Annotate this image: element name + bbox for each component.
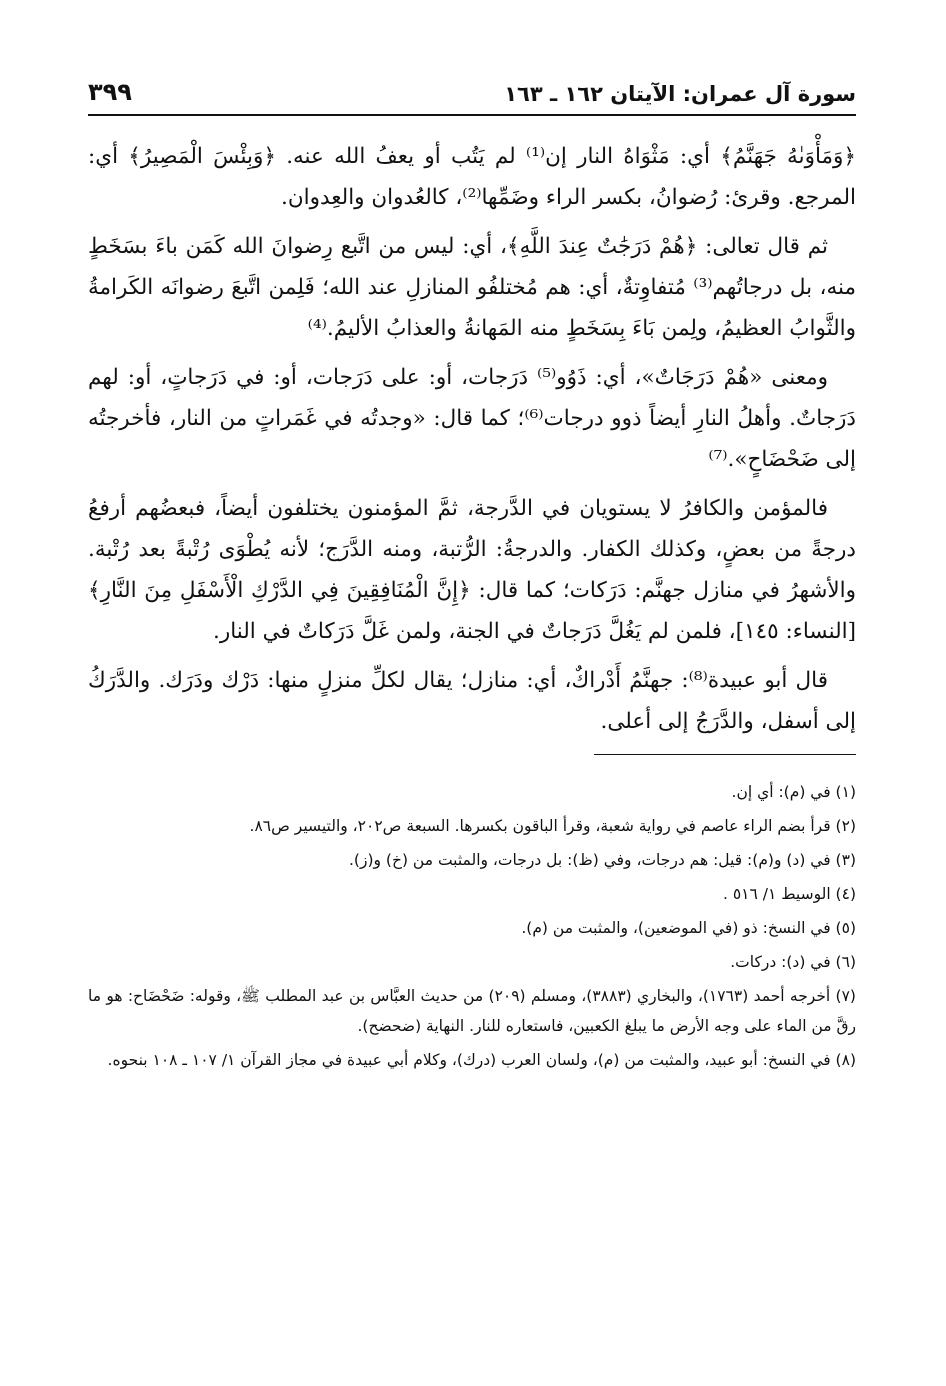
paragraph-1: ﴿وَمَأْوَىٰهُ جَهَنَّمُ﴾ أي: مَثْوَاهُ النار إن⁽¹⁾ لم يَتُب أو يعفُ الله عنه. ﴿وَبِئْسَ الْمَصِيرُ﴾ أي: المرجع. وقرئ: رُضوانُ، بكسر الراء وضَمِّها⁽²⁾، كالعُدوان والعِدوان.: [88, 144, 856, 210]
footnote-8: (٨) في النسخ: أبو عبيد، والمثبت من (م)، ولسان العرب (درك)، وكلام أبي عبيدة في مجاز القرآن ١/ ١٠٧ ـ ١٠٨ بنحوه.: [107, 1051, 856, 1069]
footnote-3: (٣) في (د) و(م): قيل: هم درجات، وفي (ظ): بل درجات، والمثبت من (خ) و(ز).: [348, 851, 856, 869]
footnote-7: (٧) أخرجه أحمد (١٧٦٣)، والبخاري (٣٨٨٣)، ومسلم (٢٠٩) من حديث العبَّاس بن عبد المطلب ﷺ، وقوله: ضَحْضَاح: هو ما رقَّ من الماء على وجه الأرض ما يبلغ الكعبين، فاستعاره للنار. النهاية (ضحضح).: [88, 987, 856, 1035]
footnote-2: (٢) قرأ بضم الراء عاصم في رواية شعبة، وقرأ الباقون بكسرها. السبعة ص٢٠٢، والتيسير ص٨٦.: [249, 817, 856, 835]
paragraph-4: فالمؤمن والكافرُ لا يستويان في الدَّرجة، ثمَّ المؤمنون يختلفون أيضاً، فبعضُهم أرفعُ درجةً من بعضٍ، وكذلك الكفار. والدرجةُ: الرُّتبة، ومنه الدَّرَج؛ لأنه يُطْوَى رُتْبةً بعد رُتْبة. والأشهرُ في منازل جهنَّم: دَرَكات؛ كما قال: ﴿إِنَّ الْمُنَافِقِينَ فِي الدَّرْكِ الْأَسْفَلِ مِنَ النَّارِ﴾ [النساء: ١٤٥]، فلمن لم يَغُلَّ دَرَجاتٌ في الجنة، ولمن غَلَّ دَرَكاتٌ في النار.: [88, 496, 856, 644]
main-text: [88, 136, 856, 742]
paragraph-3: ومعنى «هُمْ دَرَجَاتٌ»، أي: ذَوُو⁽⁵⁾ دَرَجات، أو: على دَرَجات، أو: في دَرَجاتٍ، أو: لهم دَرَجاتٌ. وأهلُ النارِ أيضاً ذوو درجات⁽⁶⁾؛ كما قال: «وجدتُه في غَمَراتٍ من النار، فأخرجتُه إلى ضَحْضَاحٍ».⁽⁷⁾: [88, 365, 856, 472]
footnote-5: (٥) في النسخ: ذو (في الموضعين)، والمثبت من (م).: [521, 919, 856, 937]
footnote-1: (١) في (م): أي إن.: [731, 783, 856, 801]
footnote-6: (٦) في (د): دركات.: [730, 953, 856, 971]
footnote-4: (٤) الوسيط ١/ ٥١٦ .: [722, 885, 856, 903]
footnotes: [88, 777, 856, 1075]
paragraph-2: ثم قال تعالى: ﴿هُمْ دَرَجَٰتٌ عِندَ اللَّهِ﴾، أي: ليس من اتَّبع رِضوانَ الله كَمَن باءَ بسَخَطٍ منه، بل درجاتُهم⁽³⁾ مُتفاوِتةٌ، أي: هم مُختلفُو المنازلِ عند الله؛ فَلِمن اتَّبعَ رضوانَه الكَرامةُ والثَّوابُ العظيمُ، ولِمن بَاءَ بِسَخَطٍ منه المَهانةُ والعذابُ الأليمُ.⁽⁴⁾: [88, 234, 856, 341]
page-number: ٣٩٩: [88, 78, 132, 106]
paragraph-5: قال أبو عبيدة⁽⁸⁾: جهنَّمُ أَدْراكٌ، أي: منازل؛ يقال لكلِّ منزلٍ منها: دَرْك ودَرَك. والدَّرَكُ إلى أسفل، والدَّرَجُ إلى أعلى.: [88, 668, 856, 734]
running-title: سورة آل عمران: الآيتان ١٦٢ ـ ١٦٣: [504, 82, 856, 106]
page-header: [88, 78, 856, 116]
footnote-separator: [594, 754, 856, 755]
